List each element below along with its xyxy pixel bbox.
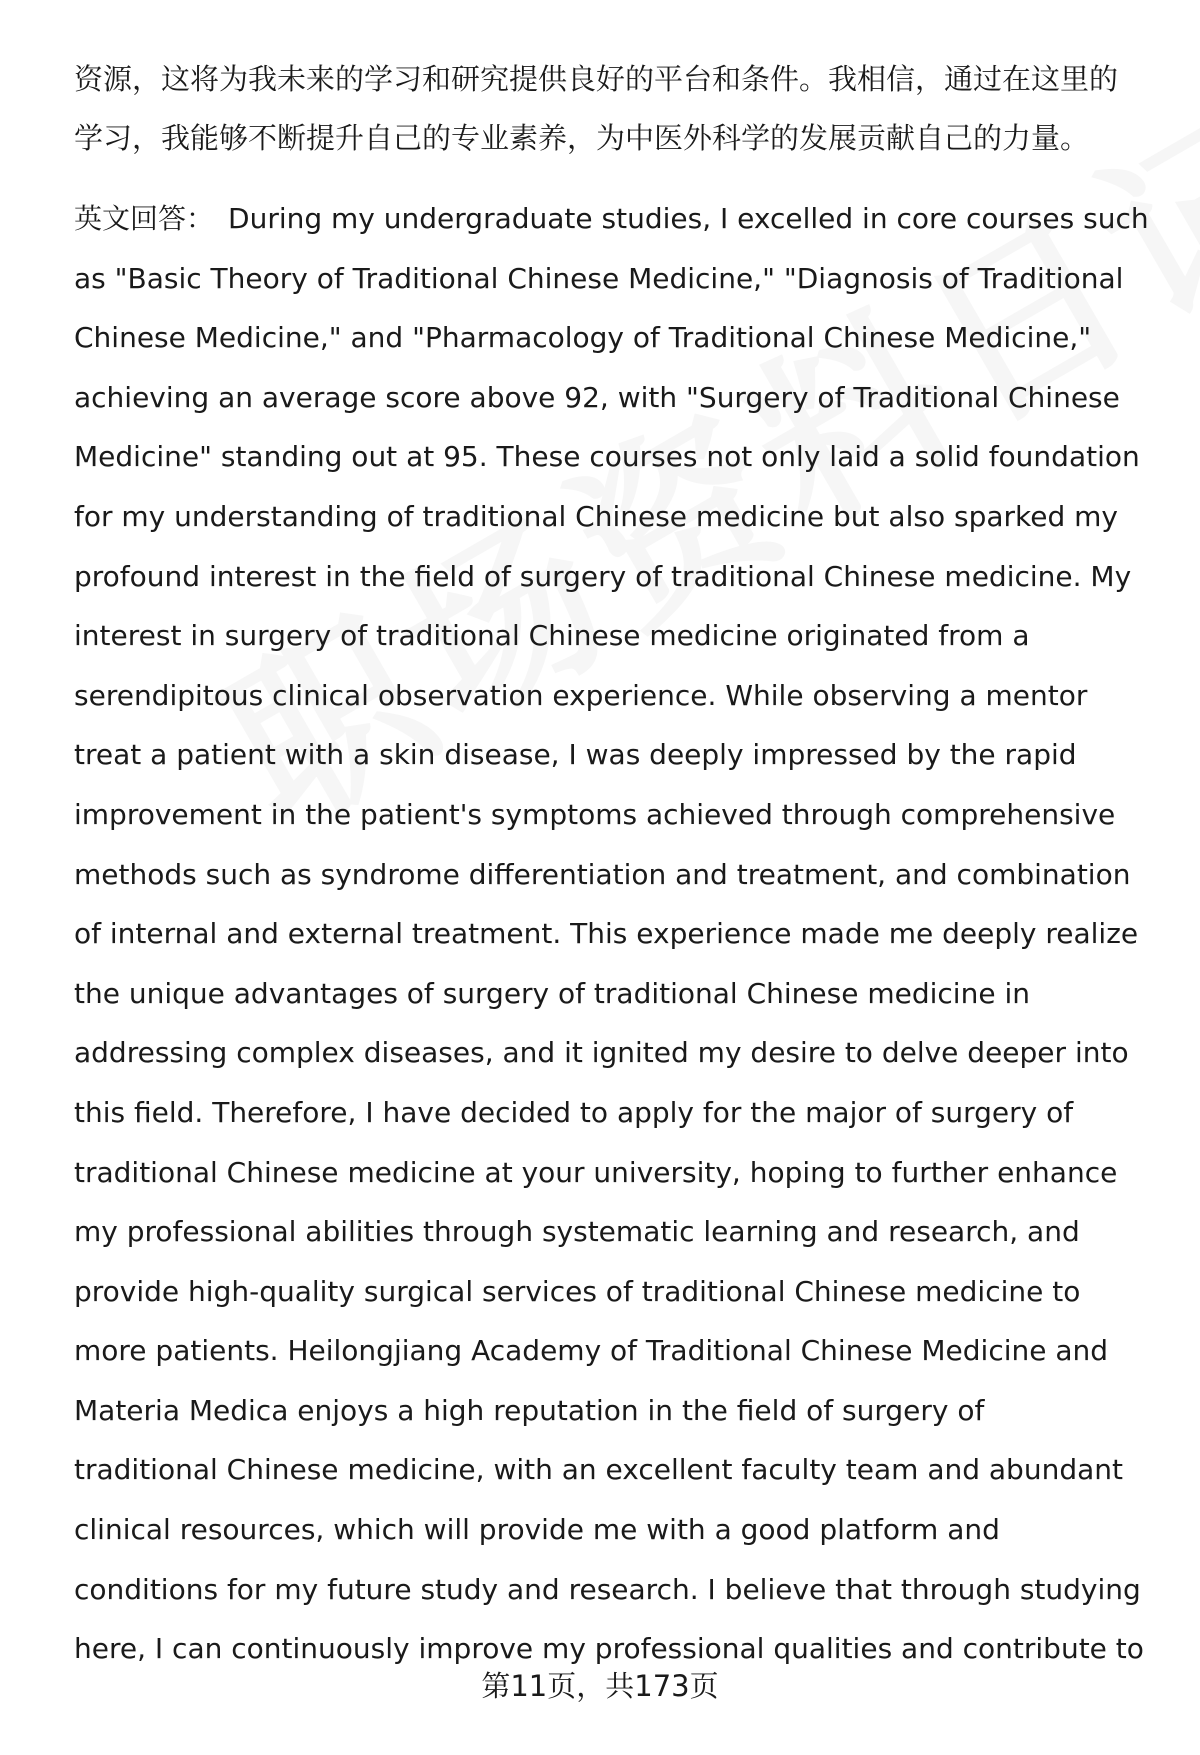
paragraph-line: Chinese Medicine," and "Pharmacology of Traditional Chinese Medicine,"	[74, 321, 1092, 355]
paragraph-line: 资源，这将为我未来的学习和研究提供良好的平台和条件。我相信，通过在这里的	[74, 62, 1119, 96]
page-number-footer: 第11页，共173页	[481, 1669, 719, 1703]
paragraph-line: methods such as syndrome differentiation and treatment, and combination	[74, 857, 1131, 891]
paragraph-line: achieving an average score above 92, with "Surgery of Traditional Chinese	[74, 380, 1120, 414]
paragraph-line: this field. Therefore, I have decided to apply for the major of surgery of	[74, 1095, 1074, 1129]
paragraph-line: serendipitous clinical observation experience. While observing a mentor	[74, 678, 1088, 712]
paragraph-line: my professional abilities through systematic learning and research, and	[74, 1215, 1080, 1249]
paragraph-line-text: During my undergraduate studies, I excelled in core courses such	[228, 202, 1149, 235]
paragraph-line: traditional Chinese medicine at your university, hoping to further enhance	[74, 1155, 1118, 1189]
english-answer-paragraph	[74, 189, 1174, 1679]
paragraph-line: of internal and external treatment. This experience made me deeply realize	[74, 917, 1139, 951]
paragraph-line: provide high-quality surgical services of traditional Chinese medicine to	[74, 1274, 1081, 1308]
paragraph-line: treat a patient with a skin disease, I was deeply impressed by the rapid	[74, 738, 1077, 772]
answer-label: 英文回答：	[74, 202, 215, 235]
paragraph-line: addressing complex diseases, and it ignited my desire to delve deeper into	[74, 1036, 1129, 1070]
chinese-paragraph	[74, 50, 1174, 168]
paragraph-line: the unique advantages of surgery of traditional Chinese medicine in	[74, 976, 1030, 1010]
paragraph-line: interest in surgery of traditional Chinese medicine originated from a	[74, 619, 1030, 653]
paragraph-line: profound interest in the field of surgery of traditional Chinese medicine. My	[74, 559, 1132, 593]
paragraph-line: traditional Chinese medicine, with an excellent faculty team and abundant	[74, 1453, 1123, 1487]
paragraph-line: more patients. Heilongjiang Academy of Traditional Chinese Medicine and	[74, 1334, 1109, 1368]
paragraph-line: for my understanding of traditional Chinese medicine but also sparked my	[74, 499, 1118, 533]
paragraph-line	[74, 189, 1174, 249]
page-content	[74, 50, 1174, 1679]
paragraph-line: clinical resources, which will provide me with a good platform and	[74, 1513, 1000, 1547]
paragraph-line: Materia Medica enjoys a high reputation in the field of surgery of	[74, 1393, 985, 1427]
paragraph-line: Medicine" standing out at 95. These courses not only laid a solid foundation	[74, 440, 1140, 474]
paragraph-line: conditions for my future study and research. I believe that through studying	[74, 1572, 1141, 1606]
paragraph-line: improvement in the patient's symptoms achieved through comprehensive	[74, 797, 1116, 831]
paragraph-line: as "Basic Theory of Traditional Chinese Medicine," "Diagnosis of Traditional	[74, 261, 1124, 295]
paragraph-line: here, I can continuously improve my professional qualities and contribute to	[74, 1632, 1144, 1666]
paragraph-line: 学习，我能够不断提升自己的专业素养，为中医外科学的发展贡献自己的力量。	[74, 121, 1090, 155]
